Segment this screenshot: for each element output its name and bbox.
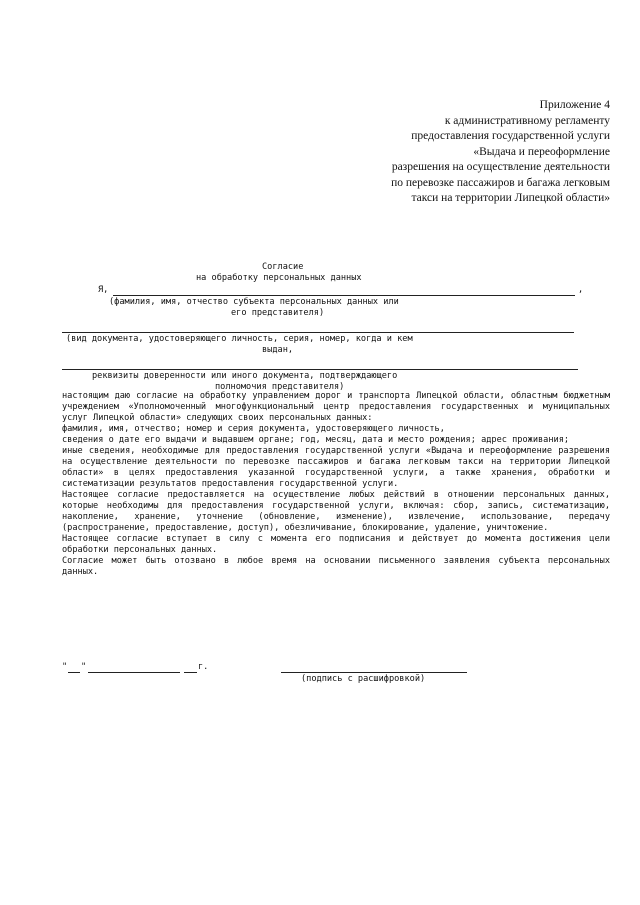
appendix-line: разрешения на осуществление деятельности bbox=[391, 161, 610, 173]
signature-line[interactable] bbox=[281, 672, 467, 673]
appendix-line: к административному регламенту bbox=[444, 114, 610, 127]
consent-paragraph: иные сведения, необходимые для предоставления государственной услуги «Выдача и переоформление разрешения на осуществление деятельности по перевозке пассажиров и багажа легковым такси на территории Липецкой области» в целях предоставления указанной государственной услуги, а также хранения, обработки и систематизации результатов предоставления государственной услуги. bbox=[62, 446, 610, 489]
appendix-line: Приложение 4 bbox=[539, 99, 610, 111]
consent-paragraph: Согласие может быть отозвано в любое время на основании письменного заявления субъекта персональных данных. bbox=[62, 556, 610, 577]
i-suffix: , bbox=[578, 285, 584, 295]
date-close-quote: " bbox=[81, 662, 87, 672]
consent-paragraph: Настоящее согласие предоставляется на осуществление любых действий в отношении персональных данных, которые необходимы для предоставления государственной услуги, включая: сбор, запись, систематизацию, накопление, хранение, уточнение (обновление, изменение), извлечение, использование, передачу (распространение, предоставление, доступ), обезличивание, блокирование, удаление, уничтожение. bbox=[62, 490, 610, 533]
consent-paragraph: Настоящее согласие вступает в силу с момента его подписания и действует до момента достижения цели обработки персональных данных. bbox=[62, 534, 610, 555]
appendix-line: предоставления государственной услуги bbox=[411, 130, 610, 142]
representative-caption-cont: полномочия представителя) bbox=[215, 382, 345, 392]
signature-caption: (подпись с расшифровкой) bbox=[301, 674, 426, 684]
consent-paragraph: сведения о дате его выдачи и выдавшем органе; год, месяц, дата и место рождения; адрес проживания; bbox=[62, 435, 570, 445]
consent-paragraph: настоящим даю согласие на обработку управлением дорог и транспорта Липецкой области, областным бюджетным учреждением «Уполномоченный многофункциональный центр предоставления государственных и муниципальных услуг Липецкой области» следующих своих персональных данных: bbox=[62, 391, 610, 423]
appendix-line: такси на территории Липецкой области» bbox=[411, 192, 610, 204]
consent-body bbox=[62, 391, 610, 578]
full-name-line[interactable] bbox=[113, 295, 575, 296]
identity-document-line[interactable] bbox=[62, 332, 574, 333]
date-month-field[interactable] bbox=[88, 672, 180, 673]
document-caption: (вид документа, удостоверяющего личность, серия, номер, когда и кем bbox=[66, 334, 413, 344]
appendix-line: по перевозке пассажиров и багажа легковым bbox=[391, 176, 610, 189]
date-year-suffix: г. bbox=[198, 662, 209, 672]
i-prefix: Я, bbox=[98, 285, 109, 295]
name-caption-cont: его представителя) bbox=[231, 308, 325, 318]
consent-paragraph: фамилия, имя, отчество; номер и серия документа, удостоверяющего личность, bbox=[62, 424, 445, 434]
date-day-field[interactable] bbox=[68, 672, 80, 673]
consent-subtitle: на обработку персональных данных bbox=[196, 273, 362, 283]
date-year-field[interactable] bbox=[184, 672, 197, 673]
name-caption: (фамилия, имя, отчество субъекта персональных данных или bbox=[109, 297, 399, 307]
document-caption-cont: выдан, bbox=[262, 345, 294, 355]
representative-document-line[interactable] bbox=[62, 369, 578, 370]
appendix-header bbox=[310, 98, 610, 207]
consent-title: Согласие bbox=[262, 262, 304, 272]
date-open-quote: " bbox=[62, 662, 68, 672]
appendix-line: «Выдача и переоформление bbox=[473, 145, 610, 158]
representative-caption: реквизиты доверенности или иного документа, подтверждающего bbox=[92, 371, 398, 381]
